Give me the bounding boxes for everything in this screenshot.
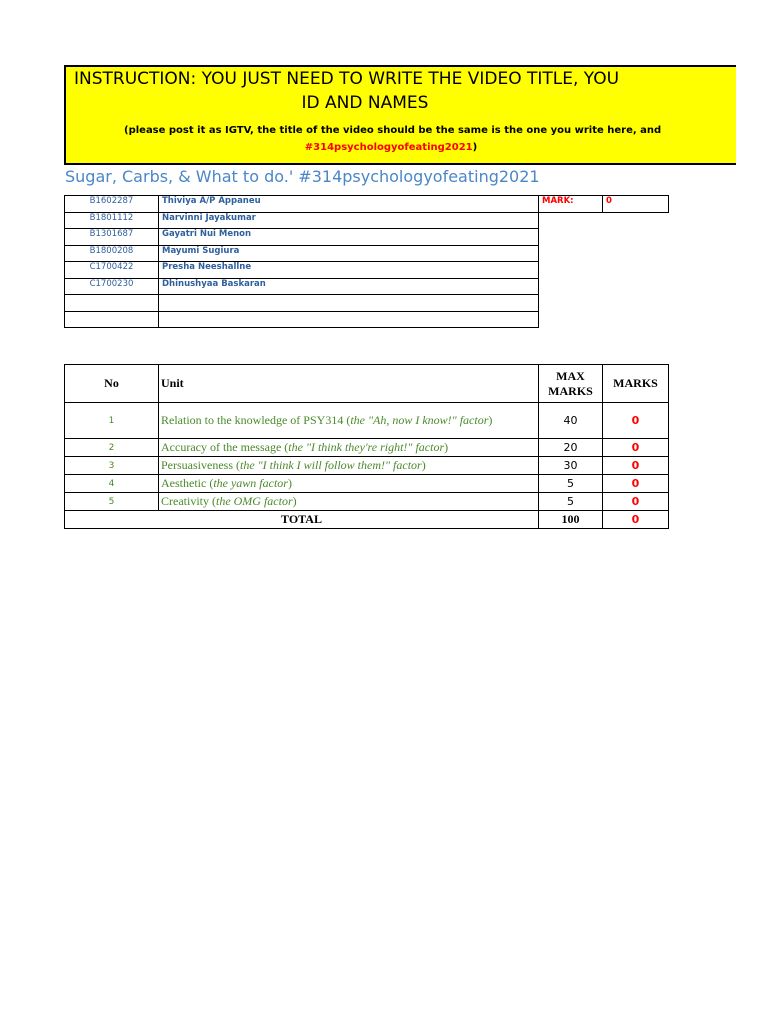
student-name bbox=[159, 295, 539, 312]
criteria-unit bbox=[159, 403, 539, 439]
criteria-text: Relation to the knowledge of PSY314 ( bbox=[161, 413, 351, 427]
criteria-close: ) bbox=[488, 413, 493, 427]
student-name: Thiviya A/P Appaneu bbox=[159, 196, 539, 213]
instruction-line-2: ID AND NAMES bbox=[301, 93, 429, 113]
criteria-mark: 0 bbox=[603, 457, 669, 475]
instruction-heading bbox=[66, 67, 656, 115]
criteria-close: ) bbox=[444, 440, 449, 454]
total-max: 100 bbox=[539, 511, 603, 529]
instruction-note-hashtag-line bbox=[66, 139, 676, 156]
student-id: B1602287 bbox=[65, 196, 159, 213]
criteria-row bbox=[65, 439, 669, 457]
criteria-factor: the OMG factor bbox=[215, 494, 293, 508]
instruction-note bbox=[66, 122, 676, 156]
criteria-number: 1 bbox=[65, 403, 159, 439]
criteria-factor: the "I think they're right!" factor bbox=[288, 440, 445, 454]
criteria-unit bbox=[159, 457, 539, 475]
criteria-factor: the yawn factor bbox=[213, 476, 288, 490]
header-max-line1: MAX bbox=[556, 368, 585, 383]
note-close-paren: ) bbox=[472, 142, 478, 153]
criteria-text: Creativity ( bbox=[161, 494, 216, 508]
criteria-max: 5 bbox=[539, 493, 603, 511]
criteria-mark: 0 bbox=[603, 475, 669, 493]
criteria-mark: 0 bbox=[603, 439, 669, 457]
total-label: TOTAL bbox=[65, 511, 539, 529]
student-name: Mayumi Sugiura bbox=[159, 245, 539, 262]
criteria-text: Aesthetic ( bbox=[161, 476, 214, 490]
criteria-number: 4 bbox=[65, 475, 159, 493]
student-id: C1700422 bbox=[65, 262, 159, 279]
student-id: B1801112 bbox=[65, 212, 159, 229]
student-id: C1700230 bbox=[65, 278, 159, 295]
criteria-max: 5 bbox=[539, 475, 603, 493]
instruction-banner bbox=[64, 65, 736, 165]
instruction-line-1: INSTRUCTION: YOU JUST NEED TO WRITE THE VIDEO TITLE, YOU bbox=[74, 69, 620, 89]
criteria-number: 2 bbox=[65, 439, 159, 457]
video-title: Sugar, Carbs, & What to do.' #314psychologyofeating2021 bbox=[65, 167, 540, 186]
criteria-factor: the "Ah, now I know!" factor bbox=[350, 413, 489, 427]
criteria-mark: 0 bbox=[603, 403, 669, 439]
student-row bbox=[65, 278, 669, 295]
criteria-number: 5 bbox=[65, 493, 159, 511]
student-id bbox=[65, 311, 159, 328]
student-name: Presha Neeshallne bbox=[159, 262, 539, 279]
criteria-row bbox=[65, 475, 669, 493]
criteria-text: Accuracy of the message ( bbox=[161, 440, 289, 454]
criteria-max: 40 bbox=[539, 403, 603, 439]
header-unit: Unit bbox=[159, 365, 539, 403]
student-row bbox=[65, 262, 669, 279]
header-marks: MARKS bbox=[603, 365, 669, 403]
criteria-factor: the "I think I will follow them!" factor bbox=[239, 458, 422, 472]
criteria-row bbox=[65, 457, 669, 475]
marks-table bbox=[64, 364, 669, 529]
student-name bbox=[159, 311, 539, 328]
student-id bbox=[65, 295, 159, 312]
header-max-marks bbox=[539, 365, 603, 403]
criteria-max: 20 bbox=[539, 439, 603, 457]
student-row bbox=[65, 212, 669, 229]
student-row bbox=[65, 245, 669, 262]
student-row bbox=[65, 229, 669, 246]
student-name: Narvinni Jayakumar bbox=[159, 212, 539, 229]
criteria-unit bbox=[159, 493, 539, 511]
student-row bbox=[65, 196, 669, 213]
student-id: B1301687 bbox=[65, 229, 159, 246]
criteria-text: Persuasiveness ( bbox=[161, 458, 240, 472]
criteria-max: 30 bbox=[539, 457, 603, 475]
criteria-unit bbox=[159, 475, 539, 493]
criteria-close: ) bbox=[287, 476, 292, 490]
criteria-mark: 0 bbox=[603, 493, 669, 511]
criteria-close: ) bbox=[292, 494, 297, 508]
criteria-close: ) bbox=[421, 458, 426, 472]
criteria-unit bbox=[159, 439, 539, 457]
criteria-row bbox=[65, 493, 669, 511]
header-max-line2: MARKS bbox=[548, 383, 593, 398]
instruction-note-text: (please post it as IGTV, the title of the video should be the same is the one you write here, and bbox=[124, 125, 662, 136]
mark-label: MARK: bbox=[539, 196, 603, 213]
mark-value: 0 bbox=[603, 196, 669, 213]
hashtag-text: #314psychologyofeating2021 bbox=[304, 142, 473, 153]
total-mark: 0 bbox=[603, 511, 669, 529]
student-id: B1800208 bbox=[65, 245, 159, 262]
criteria-row bbox=[65, 403, 669, 439]
student-row bbox=[65, 295, 669, 312]
header-no: No bbox=[65, 365, 159, 403]
student-row bbox=[65, 311, 669, 328]
student-name: Gayatri Nui Menon bbox=[159, 229, 539, 246]
criteria-number: 3 bbox=[65, 457, 159, 475]
students-table bbox=[64, 195, 669, 328]
student-name: Dhinushyaa Baskaran bbox=[159, 278, 539, 295]
